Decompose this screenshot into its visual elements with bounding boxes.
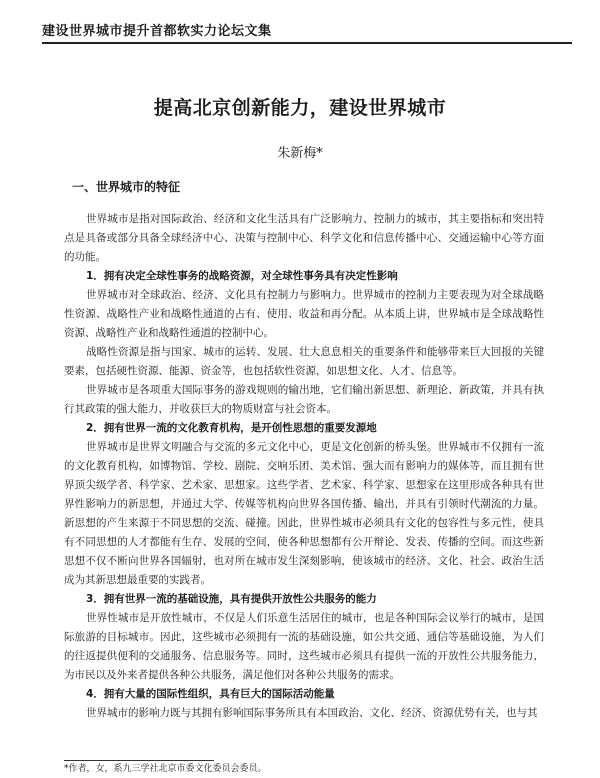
header-rule xyxy=(42,42,572,44)
author-name: 朱新梅* xyxy=(277,146,323,161)
running-header: 建设世界城市提升首都软实力论坛文集 xyxy=(42,24,272,39)
section-heading: 一、世界城市的特征 xyxy=(72,180,181,194)
subsection-heading-3: 3．拥有世界一流的基础设施，具有提供开放性公共服务的能力 xyxy=(86,593,377,605)
subsection-heading-1: 1．拥有决定全球性事务的战略资源，对全球性事务具有决定性影响 xyxy=(86,270,398,282)
footnote: *作者，女，系九三学社北京市委文化委员会委员。 xyxy=(64,764,267,774)
article-title: 提高北京创新能力，建设世界城市 xyxy=(153,97,447,119)
subsection-heading-4: 4．拥有大量的国际性组织，具有巨大的国际活动能量 xyxy=(86,688,335,700)
paragraph: 战略性资源是指与国家、城市的运转、发展、壮大息息相关的重要条件和能够带来巨大回报的关键要素，包括硬性资源、能源、资金等，也包括软性资源，如思想文化、人才、信息等。 xyxy=(64,346,544,377)
intro-paragraph: 世界城市是指对国际政治、经济和文化生活具有广泛影响力、控制力的城市，其主要指标和突出特点是具备或部分具备全球经济中心、决策与控制中心、科学文化和信息传播中心、交通运输中心等方面的功能。 xyxy=(64,213,544,263)
paragraph: 世界城市是世界文明融合与交流的多元文化中心，更是文化创新的桥头堡。世界城市不仅拥有一流的文化教育机构，如博物馆、学校、剧院、交响乐团、美术馆、强大而有影响力的媒体等，而且拥有世界顶尖级学者、科学家、艺术家、思想家。这些学者、艺术家、科学家、思想家在这里形成各种具有世界性影响力的新思想，并通过大学、传媒等机构向世界各国传播、输出，并具有引领时代潮流的力量。新思想的产生来源于不同思想的交流、碰撞。因此，世界性城市必须具有文化的包容性与多元性，使具有不同思想的人才都能有生存、发展的空间，使各种思想都有公开辩论、发表、传播的空间。而这些新思想不仅不断向世界各国辐射，也对所在城市发生深刻影响，使该城市的经济、文化、社会、政治生活成为其新思想最重要的实践者。 xyxy=(64,441,544,586)
subsection-heading-2: 2．拥有世界一流的文化教育机构，是开创性思想的重要发源地 xyxy=(86,422,377,434)
paragraph: 世界性城市是开放性城市，不仅是人们乐意生活居住的城市，也是各种国际会议举行的城市，是国际旅游的目标城市。因此，这些城市必须拥有一流的基础设施，如公共交通、通信等基础设施，为人们的往返提供便利的交通服务、信息服务等。同时，这些城市必须具有提供一流的开放性公共服务能力，为市民以及外来者提供各种公共服务，满足他们对各种公共服务的需求。 xyxy=(64,612,544,681)
footnote-rule xyxy=(64,760,214,761)
paragraph: 世界城市是各项重大国际事务的游戏规则的输出地，它们输出新思想、新理论、新政策，并具有执行其政策的强大能力，并收获巨大的物质财富与社会资本。 xyxy=(64,384,544,415)
paragraph: 世界城市的影响力既与其拥有影响国际事务所具有本国政治、文化、经济、资源优势有关，也与其 xyxy=(86,707,538,719)
paragraph: 世界城市对全球政治、经济、文化具有控制力与影响力。世界城市的控制力主要表现为对全球战略性资源、战略性产业和战略性通道的占有、使用、收益和再分配。从本质上讲，世界城市是全球战略性资源、战略性产业和战略性通道的控制中心。 xyxy=(64,289,544,339)
article-body xyxy=(64,178,544,723)
